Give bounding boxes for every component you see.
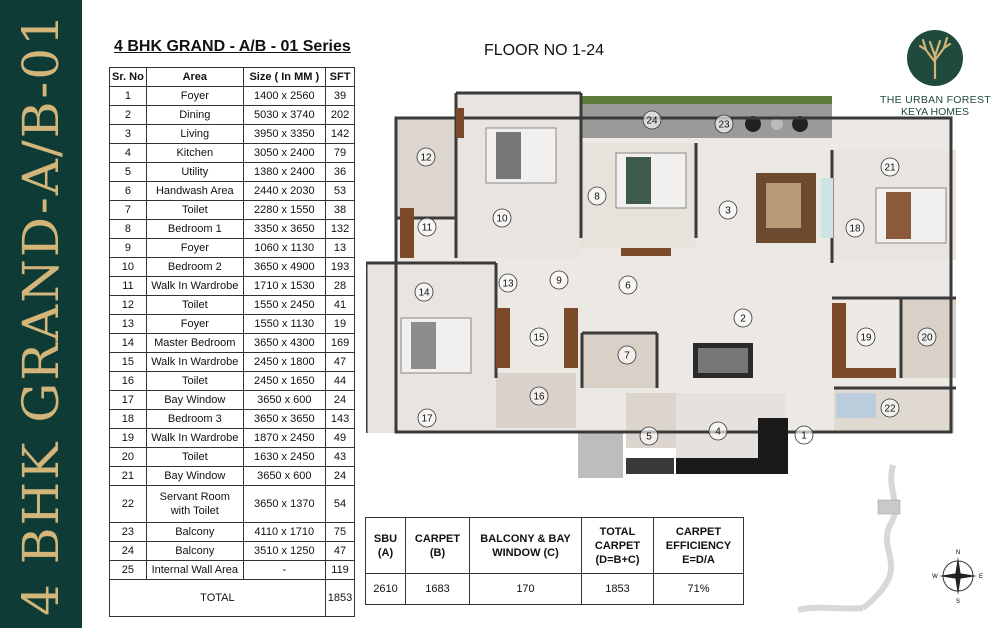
row-sr-no: 23: [110, 523, 147, 542]
room-marker-label: 23: [718, 119, 730, 131]
table-row: [110, 353, 355, 372]
row-size: 2450 x 1650: [243, 372, 325, 391]
summary-table: [365, 517, 744, 605]
row-size: 3650 x 1370: [243, 486, 325, 523]
row-sft: 53: [325, 182, 354, 201]
row-sft: 19: [325, 315, 354, 334]
row-area: Dining: [146, 106, 243, 125]
side-band: [0, 0, 82, 628]
brand-line-1: THE URBAN FOREST: [880, 94, 991, 106]
table-row: [110, 258, 355, 277]
row-size: 3650 x 600: [243, 391, 325, 410]
room-marker-label: 9: [556, 275, 562, 287]
row-sr-no: 12: [110, 296, 147, 315]
summary-value-row: [366, 574, 744, 605]
tree-logo-icon: [907, 30, 963, 86]
room-marker-label: 13: [502, 278, 514, 290]
row-sr-no: 10: [110, 258, 147, 277]
row-sft: 13: [325, 239, 354, 258]
row-sft: 132: [325, 220, 354, 239]
room-marker-label: 24: [646, 115, 658, 127]
row-sr-no: 2: [110, 106, 147, 125]
row-area: Utility: [146, 163, 243, 182]
table-row: [110, 182, 355, 201]
row-sft: 38: [325, 201, 354, 220]
row-sr-no: 18: [110, 410, 147, 429]
row-sft: 142: [325, 125, 354, 144]
summary-header-efficiency: CARPET EFFICIENCY E=D/A: [654, 518, 744, 574]
row-size: 5030 x 3740: [243, 106, 325, 125]
row-sft: 49: [325, 429, 354, 448]
room-marker-label: 6: [625, 280, 631, 292]
row-area: Foyer: [146, 87, 243, 106]
row-size: 3650 x 3650: [243, 410, 325, 429]
row-area: Toilet: [146, 201, 243, 220]
row-size: 1060 x 1130: [243, 239, 325, 258]
row-size: 3650 x 4300: [243, 334, 325, 353]
row-sft: 119: [325, 561, 354, 580]
row-area: Bedroom 3: [146, 410, 243, 429]
area-table-body: [110, 87, 355, 580]
table-row: [110, 486, 355, 523]
row-size: 2440 x 2030: [243, 182, 325, 201]
total-label: TOTAL: [110, 580, 326, 617]
summary-value-carpet: 1683: [406, 574, 470, 605]
room-marker-label: 3: [725, 205, 731, 217]
table-row: [110, 410, 355, 429]
row-size: -: [243, 561, 325, 580]
summary-header-carpet: CARPET (B): [406, 518, 470, 574]
table-row: [110, 448, 355, 467]
row-sft: 143: [325, 410, 354, 429]
summary-header-sbu: SBU (A): [366, 518, 406, 574]
row-sr-no: 6: [110, 182, 147, 201]
building-key-plan: [778, 460, 948, 620]
row-sr-no: 1: [110, 87, 147, 106]
row-sr-no: 21: [110, 467, 147, 486]
row-area: Living: [146, 125, 243, 144]
room-marker-label: 21: [884, 162, 896, 174]
row-area: Bedroom 1: [146, 220, 243, 239]
compass-icon: [932, 548, 984, 604]
row-sft: 36: [325, 163, 354, 182]
table-row: [110, 144, 355, 163]
row-area: Master Bedroom: [146, 334, 243, 353]
table-row: [110, 561, 355, 580]
row-sft: 24: [325, 467, 354, 486]
room-marker-label: 10: [496, 213, 508, 225]
room-marker-label: 11: [421, 222, 433, 234]
header-sft: SFT: [325, 68, 354, 87]
row-size: 1630 x 2450: [243, 448, 325, 467]
room-marker-label: 14: [418, 287, 430, 299]
row-sft: 79: [325, 144, 354, 163]
table-row: [110, 277, 355, 296]
table-row: [110, 106, 355, 125]
row-size: 4110 x 1710: [243, 523, 325, 542]
row-size: 3650 x 4900: [243, 258, 325, 277]
row-sft: 24: [325, 391, 354, 410]
row-sr-no: 20: [110, 448, 147, 467]
row-sft: 44: [325, 372, 354, 391]
row-sr-no: 5: [110, 163, 147, 182]
row-sr-no: 8: [110, 220, 147, 239]
row-sft: 28: [325, 277, 354, 296]
row-size: 3650 x 600: [243, 467, 325, 486]
row-area: Bay Window: [146, 391, 243, 410]
row-size: 1550 x 1130: [243, 315, 325, 334]
table-row: [110, 296, 355, 315]
row-size: 2280 x 1550: [243, 201, 325, 220]
room-marker-label: 16: [533, 391, 545, 403]
row-sr-no: 3: [110, 125, 147, 144]
row-sr-no: 9: [110, 239, 147, 258]
floor-plan-drawing: [366, 88, 966, 478]
total-row: [110, 580, 355, 617]
table-title: 4 BHK GRAND - A/B - 01 Series: [114, 38, 351, 55]
header-area: Area: [146, 68, 243, 87]
room-marker-label: 17: [421, 413, 433, 425]
side-title: 4 BHK GRAND-A/B-01: [12, 12, 70, 616]
room-marker-label: 12: [420, 152, 432, 164]
row-area: Balcony: [146, 542, 243, 561]
row-area: Toilet: [146, 372, 243, 391]
compass-e: E: [978, 574, 984, 580]
row-area: Foyer: [146, 315, 243, 334]
row-area: Internal Wall Area: [146, 561, 243, 580]
row-area: Walk In Wardrobe: [146, 353, 243, 372]
row-size: 1710 x 1530: [243, 277, 325, 296]
room-marker-label: 19: [860, 332, 872, 344]
table-row: [110, 201, 355, 220]
row-size: 1380 x 2400: [243, 163, 325, 182]
room-marker-label: 1: [801, 430, 807, 442]
summary-value-total-carpet: 1853: [582, 574, 654, 605]
table-row: [110, 467, 355, 486]
room-marker-label: 18: [849, 223, 861, 235]
row-sft: 54: [325, 486, 354, 523]
room-marker-label: 4: [715, 426, 721, 438]
row-sft: 43: [325, 448, 354, 467]
table-row: [110, 315, 355, 334]
row-sr-no: 15: [110, 353, 147, 372]
row-sft: 75: [325, 523, 354, 542]
area-table-header: [110, 68, 355, 87]
row-sr-no: 22: [110, 486, 147, 523]
table-row: [110, 542, 355, 561]
row-area: Bedroom 2: [146, 258, 243, 277]
total-value: 1853: [325, 580, 354, 617]
header-sr-no: Sr. No: [110, 68, 147, 87]
row-sr-no: 13: [110, 315, 147, 334]
summary-value-balcony: 170: [470, 574, 582, 605]
row-sr-no: 16: [110, 372, 147, 391]
table-row: [110, 334, 355, 353]
row-area: Toilet: [146, 448, 243, 467]
room-marker-label: 8: [594, 191, 600, 203]
summary-value-efficiency: 71%: [654, 574, 744, 605]
row-sft: 169: [325, 334, 354, 353]
row-sft: 41: [325, 296, 354, 315]
summary-header-total-carpet: TOTAL CARPET (D=B+C): [582, 518, 654, 574]
row-area: Foyer: [146, 239, 243, 258]
row-area: Toilet: [146, 296, 243, 315]
row-size: 1400 x 2560: [243, 87, 325, 106]
table-row: [110, 391, 355, 410]
row-area: Walk In Wardrobe: [146, 429, 243, 448]
row-sr-no: 24: [110, 542, 147, 561]
table-row: [110, 163, 355, 182]
room-marker-label: 7: [624, 350, 630, 362]
room-marker-label: 20: [921, 332, 933, 344]
compass-n: N: [955, 550, 961, 556]
table-row: [110, 429, 355, 448]
room-marker-label: 22: [884, 403, 896, 415]
table-row: [110, 372, 355, 391]
summary-header-balcony: BALCONY & BAY WINDOW (C): [470, 518, 582, 574]
row-sr-no: 14: [110, 334, 147, 353]
row-sft: 47: [325, 353, 354, 372]
row-size: 1870 x 2450: [243, 429, 325, 448]
row-size: 2450 x 1800: [243, 353, 325, 372]
row-sr-no: 25: [110, 561, 147, 580]
area-table: [109, 67, 355, 617]
row-size: 3050 x 2400: [243, 144, 325, 163]
brand-line-2: KEYA HOMES: [900, 106, 970, 118]
row-area: Handwash Area: [146, 182, 243, 201]
room-marker-label: 15: [533, 332, 545, 344]
compass-s: S: [955, 599, 961, 604]
room-marker-label: 2: [740, 313, 746, 325]
row-area: Walk In Wardrobe: [146, 277, 243, 296]
header-size: Size ( In MM ): [243, 68, 325, 87]
row-sft: 193: [325, 258, 354, 277]
row-sft: 47: [325, 542, 354, 561]
row-size: 3950 x 3350: [243, 125, 325, 144]
row-area: Servant Room with Toilet: [146, 486, 243, 523]
row-sr-no: 4: [110, 144, 147, 163]
row-sr-no: 19: [110, 429, 147, 448]
table-row: [110, 87, 355, 106]
row-area: Kitchen: [146, 144, 243, 163]
floor-number: FLOOR NO 1-24: [484, 42, 605, 59]
table-row: [110, 125, 355, 144]
row-sr-no: 7: [110, 201, 147, 220]
row-area: Bay Window: [146, 467, 243, 486]
table-row: [110, 220, 355, 239]
row-size: 3350 x 3650: [243, 220, 325, 239]
row-sr-no: 17: [110, 391, 147, 410]
row-sr-no: 11: [110, 277, 147, 296]
row-size: 3510 x 1250: [243, 542, 325, 561]
row-sft: 202: [325, 106, 354, 125]
summary-value-sbu: 2610: [366, 574, 406, 605]
table-row: [110, 523, 355, 542]
table-row: [110, 239, 355, 258]
summary-header-row: [366, 518, 744, 574]
row-sft: 39: [325, 87, 354, 106]
room-marker-label: 5: [646, 431, 652, 443]
row-size: 1550 x 2450: [243, 296, 325, 315]
row-area: Balcony: [146, 523, 243, 542]
compass-w: W: [932, 574, 938, 580]
